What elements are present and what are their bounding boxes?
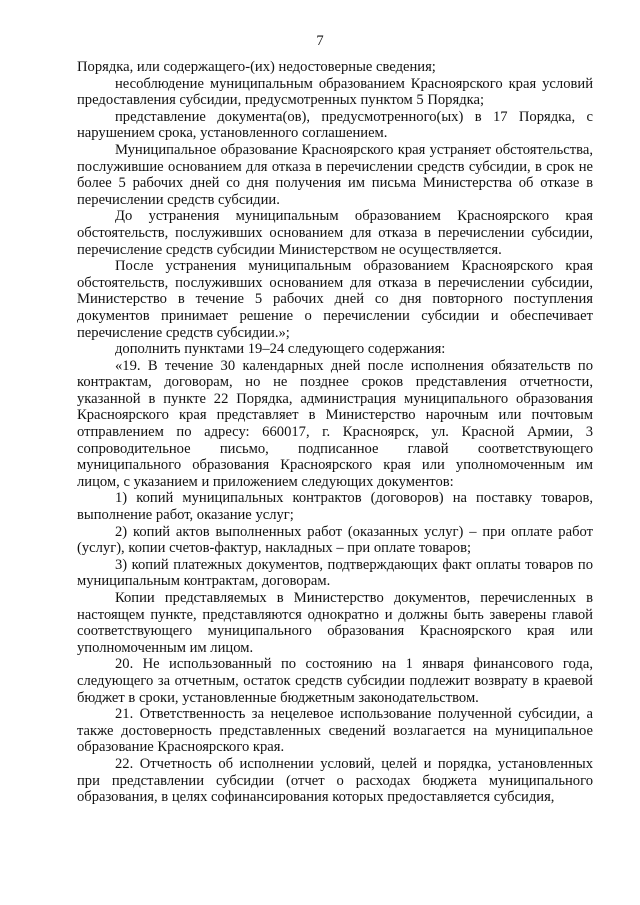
- paragraph: 3) копий платежных документов, подтверждающих факт оплаты товаров по муниципальным контрактам, договорам.: [77, 556, 593, 590]
- paragraph: несоблюдение муниципальным образованием Красноярского края условий предоставления субсидии, предусмотренных пунктом 5 Порядка;: [77, 75, 593, 109]
- paragraph: дополнить пунктами 19–24 следующего содержания:: [115, 341, 446, 358]
- page-number: 7: [316, 33, 324, 49]
- paragraph: После устранения муниципальным образованием Красноярского края обстоятельств, послуживших основанием для отказа в перечислении субсидии, Министерство в течение 5 рабочих дней со дня повторного поступления документов принимает решение о перечислении субсидии и обеспечивает перечисление средств субсидии.»;: [77, 258, 593, 341]
- document-body: [77, 59, 593, 806]
- paragraph: 2) копий актов выполненных работ (оказанных услуг) – при оплате работ (услуг), копии счетов-фактур, накладных – при оплате товаров;: [77, 523, 593, 557]
- paragraph: 22. Отчетность об исполнении условий, целей и порядка, установленных при представлении субсидии (отчет о расходах бюджета муниципального образования, в целях софинансирования которых предоставляется субсидия,: [77, 755, 593, 806]
- paragraph: До устранения муниципальным образованием Красноярского края обстоятельств, послуживших основанием для отказа в перечислении субсидии, перечисление средств субсидии Министерством не осуществляется.: [77, 208, 593, 258]
- paragraph: Порядка, или содержащего-(их) недостоверные сведения;: [77, 59, 436, 75]
- paragraph: «19. В течение 30 календарных дней после исполнения обязательств по контрактам, договорам, но не позднее сроков представления отчетности, указанной в пункте 22 Порядка, администрация муниципального образования Красноярского края представляет в Министерство нарочным или почтовым отправлением по адресу: 660017, г. Красноярск, ул. Красной Армии, 3 сопроводительное письмо, подписанное главой соответствующего муниципального образования Красноярского края или уполномоченным им лицом, с указанием и приложением следующих документов:: [77, 357, 593, 490]
- paragraph: 1) копий муниципальных контрактов (договоров) на поставку товаров, выполнение работ, оказание услуг;: [77, 490, 593, 524]
- paragraph: 21. Ответственность за нецелевое использование полученной субсидии, а также достоверность представленных сведений возлагается на муниципальное образование Красноярского края.: [77, 706, 593, 756]
- paragraph: представление документа(ов), предусмотренного(ых) в 17 Порядка, с нарушением срока, установленного соглашением.: [77, 108, 593, 142]
- paragraph: 20. Не использованный по состоянию на 1 января финансового года, следующего за отчетным, остаток средств субсидии подлежит возврату в краевой бюджет в сроки, установленные бюджетным законодательством.: [77, 656, 593, 706]
- paragraph: Муниципальное образование Красноярского края устраняет обстоятельства, послужившие основанием для отказа в перечислении средств субсидии, в срок не более 5 рабочих дней со дня получения им письма Министерства об отказе в перечислении средств субсидии.: [77, 141, 593, 208]
- paragraph: Копии представляемых в Министерство документов, перечисленных в настоящем пункте, представляются однократно и должны быть заверены главой соответствующего муниципального образования Красноярского края или уполномоченным им лицом.: [77, 590, 593, 656]
